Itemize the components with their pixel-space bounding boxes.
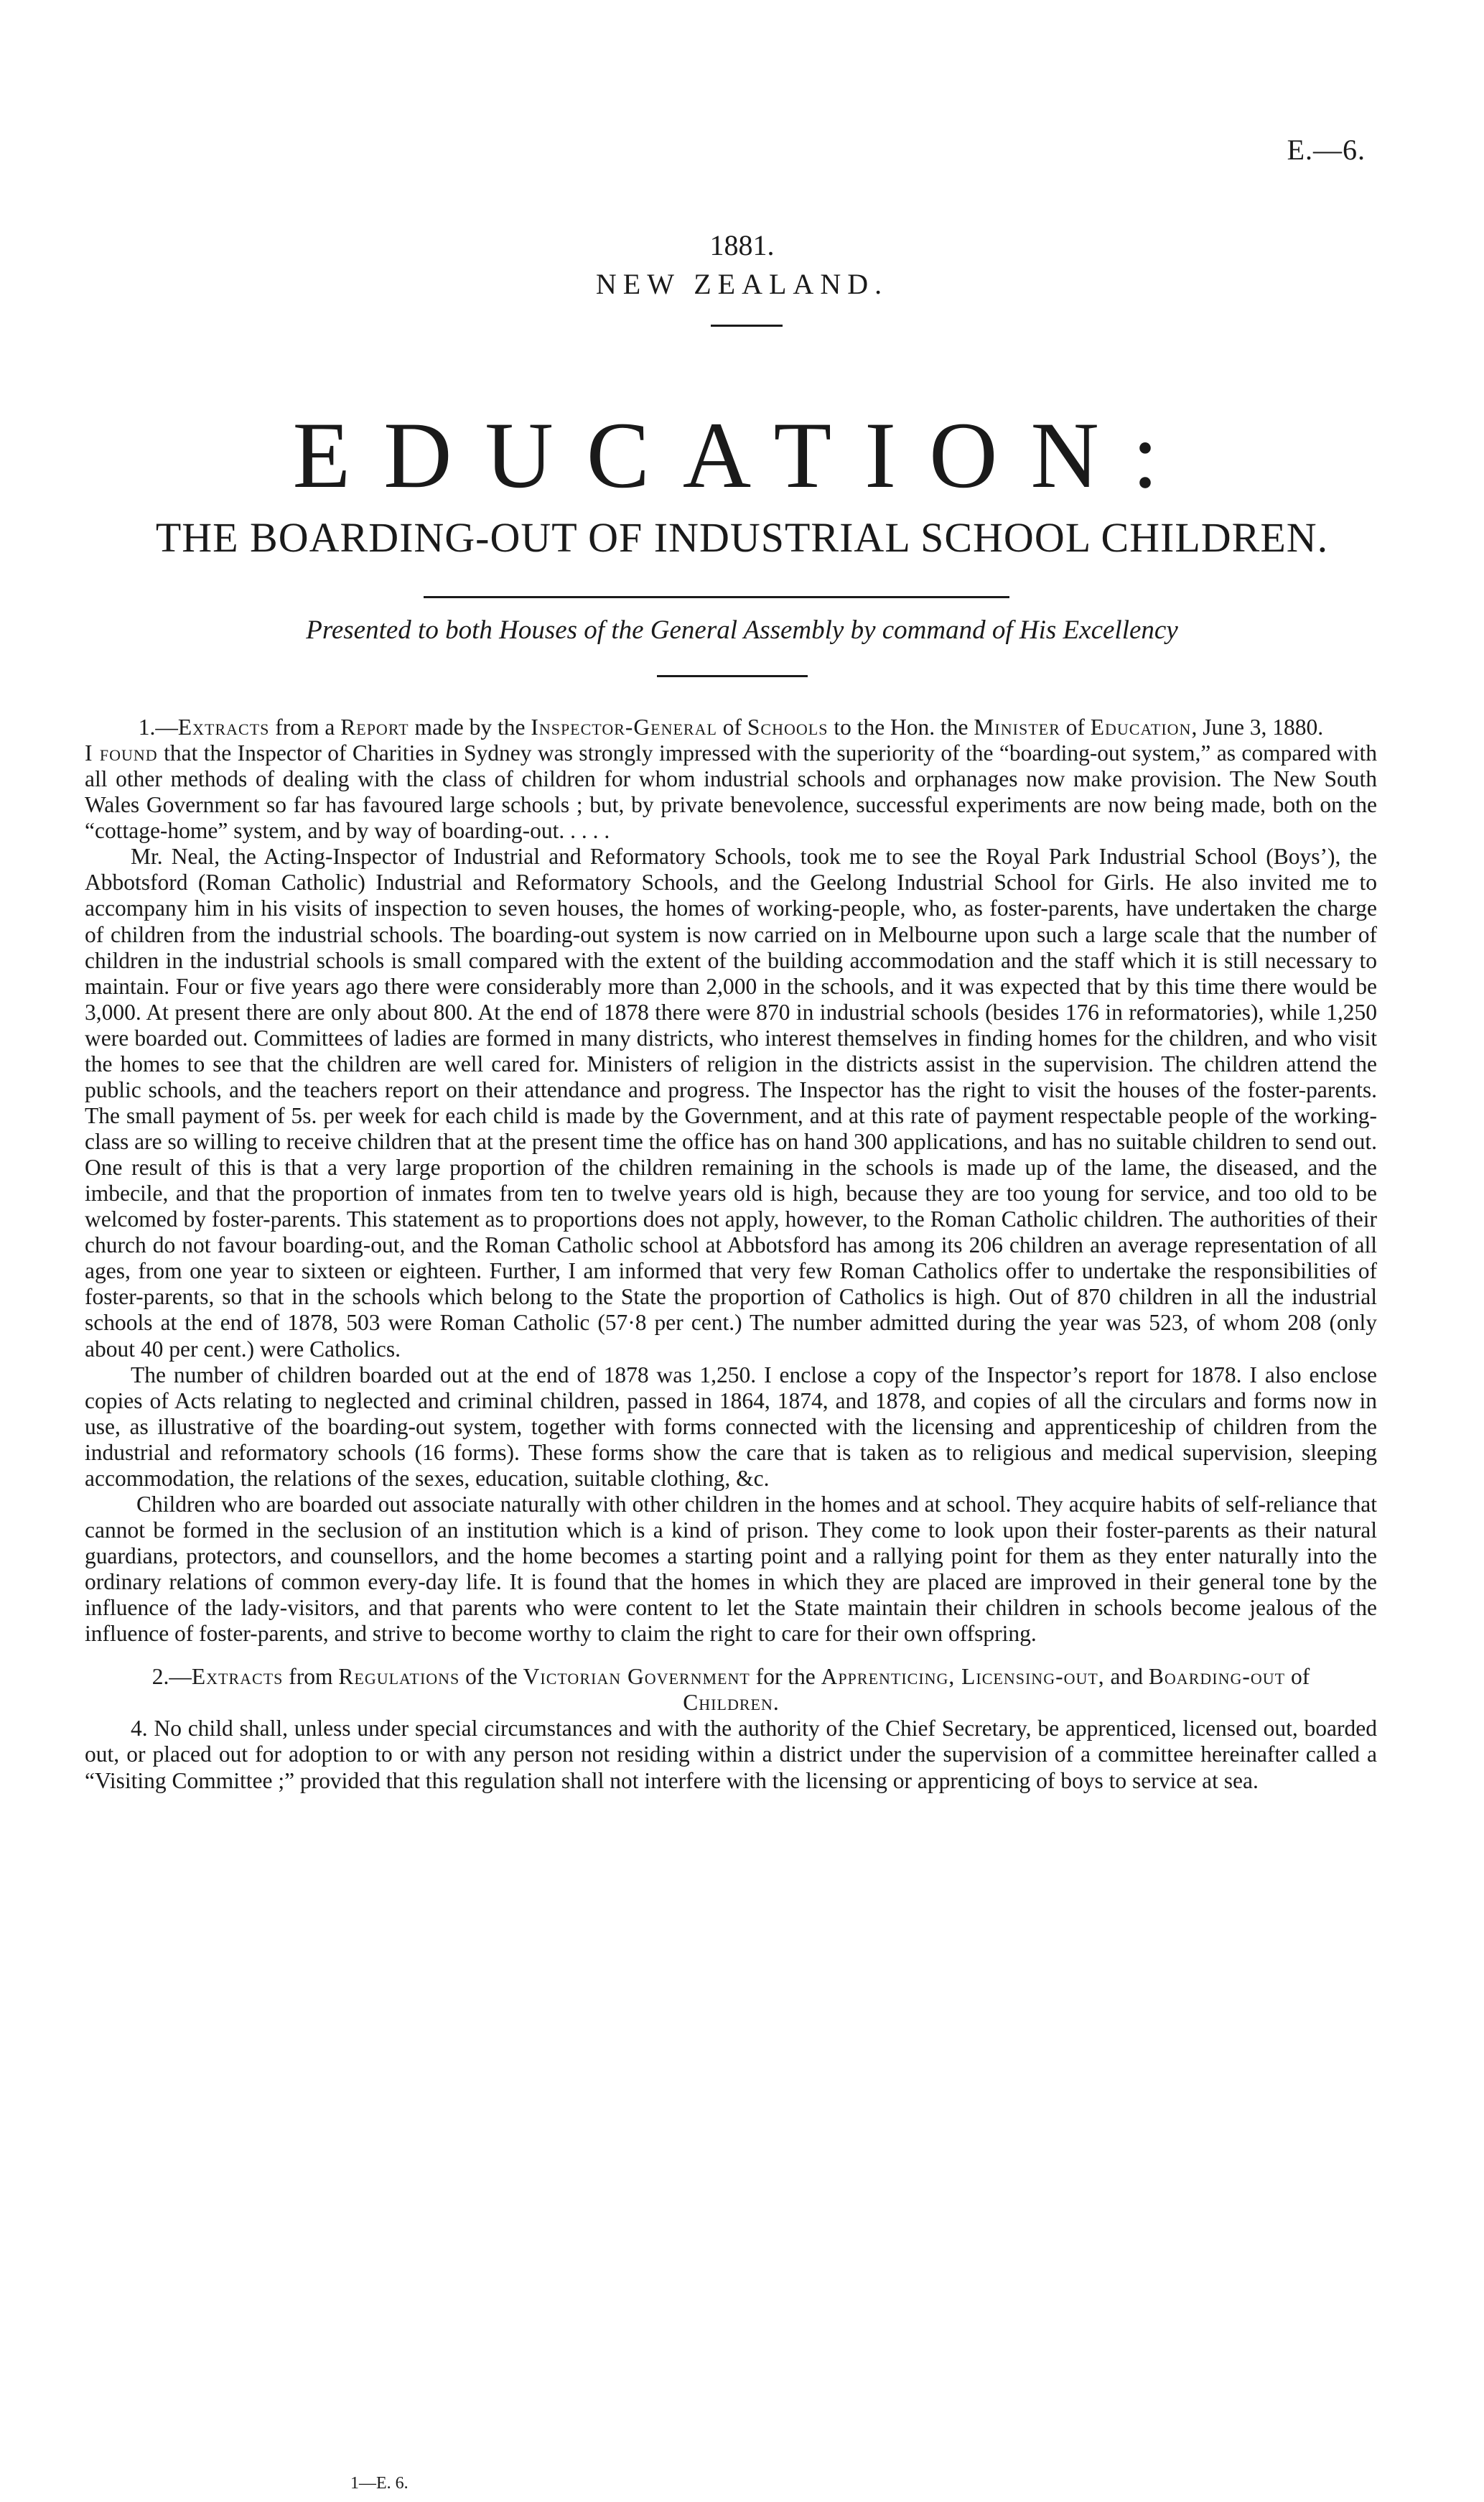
section-1-heading: 1.—Extracts from a Report made by the Inspector-General of Schools to the Hon. the Minister of Education, June 3, 1880. — [138, 715, 1324, 740]
signature-mark: 1—E. 6. — [350, 2474, 409, 2493]
year: 1881. — [709, 229, 775, 261]
document-subtitle: THE BOARDING-OUT OF INDUSTRIAL SCHOOL CHILDREN. — [155, 514, 1329, 561]
paragraph: Mr. Neal, the Acting-Inspector of Industrial and Reformatory Schools, took me to see the Royal Park Industrial School (Boys’), the Abbotsford (Roman Catholic) Industrial and Reformatory Schools, and the Geelong Industrial School for Girls. He also invited me to accompany him in his visits of inspection to seven houses, the homes of working-people, who, as foster-parents, have undertaken the charge of children from the industrial schools. The boarding-out system is now carried on in Melbourne upon such a large scale that the number of children in the industrial schools is small compared with the extent of the building accommodation and the staff which it is still necessary to maintain. Four or five years ago there were considerably more than 2,000 in the schools, and it was expected that by this time there would be 3,000. At present there are only about 800. At the end of 1878 there were 870 in industrial schools (besides 176 in reformatories), while 1,250 were boarded out. Committees of ladies are formed in many districts, who interest themselves in finding homes for the children, and who visit the homes to see that the children are well cared for. Ministers of religion in the districts assist in the supervision. The children attend the public schools, and the teachers report on their attendance and progress. The Inspector has the right to visit the houses of the foster-parents. The small payment of 5s. per week for each child is made by the Government, and at this rate of payment respectable people of the working-class are so willing to receive children that at the present time the office has on hand 300 applications, and has no suitable children to send out. One result of this is that a very large proportion of the children remaining in the schools is made up of the lame, the diseased, and the imbecile, and that the proportion of inmates from ten to twelve years old is high, because they are too young for service, and too old to be welcomed by foster-parents. This statement as to proportions does not apply, however, to the Roman Catholic children. The authorities of their church do not favour boarding-out, and the Roman Catholic school at Abbotsford has among its 206 children an average representation of all ages, from one year to sixteen or eighteen. Further, I am informed that very few Roman Catholics offer to undertake the responsibilities of foster-parents, so that in the schools which belong to the State the proportion of Catholics is high. Out of 870 children in all the industrial schools at the end of 1878, 503 were Roman Catholic (57·8 per cent.) The number admitted during the year was 523, of whom 208 (only about 40 per cent.) were Catholics. — [85, 844, 1377, 1362]
header-rule — [711, 325, 783, 327]
paper-reference: E.—6. — [1287, 134, 1366, 166]
paragraph: Children who are boarded out associate naturally with other children in the homes and at school. They acquire habits of self-reliance that cannot be formed in the seclusion of an institution which is a kind of prison. They come to look upon their foster-parents as their natural guardians, protectors, and counsellors, and the home becomes a starting point and a rallying point for them as they enter naturally into the ordinary relations of common every-day life. It is found that the homes in which they are placed are improved in their general tone by the influence of the lady-visitors, and that parents who were content to let the State maintain their children in schools become jealous of the influence of foster-parents, and strive to become worthy to claim the right to care for their own offspring. — [85, 1491, 1377, 1647]
country: NEW ZEALAND. — [595, 268, 889, 300]
document-title: EDUCATION: — [292, 402, 1192, 508]
paragraph: The number of children boarded out at the end of 1878 was 1,250. I enclose a copy of the Inspector’s report for 1878. I also enclose copies of Acts relating to neglected and criminal children, passed in 1864, 1874, and 1878, and copies of all the circulars and forms now in use, as illustrative of the boarding-out system, together with forms connected with the licensing and apprenticeship of children from the industrial and reformatory schools (16 forms). These forms show the care that is taken as to religious and medical supervision, sleeping accommodation, the relations of the sexes, education, suitable clothing, &c. — [85, 1362, 1377, 1491]
paragraph: I found that the Inspector of Charities in Sydney was strongly impressed with the superiority of the “boarding-out system,” as compared with all other methods of dealing with the class of children for whom industrial schools and orphanages now make provision. The New South Wales Government so far has favoured large schools ; but, by private benevolence, successful experiments are now being made, both on the “cottage-home” system, and by way of boarding-out. . . . . — [85, 740, 1378, 844]
section-2-heading: 2.—Extracts from Regulations of the Victorian Government for the Apprenticing, Licensing-out, and Boarding-out of Children. — [151, 1664, 1310, 1716]
paragraph: 4. No child shall, unless under special circumstances and with the authority of the Chief Secretary, be apprenticed, licensed out, boarded out, or placed out for adoption to or with any person not residing within a district under the supervision of a committee hereinafter called a “Visiting Committee ;” provided that this regulation shall not interfere with the licensing or apprenticing of boys to service at sea. — [85, 1716, 1377, 1793]
body-text — [85, 715, 1377, 1794]
presented-rule — [424, 596, 1009, 598]
section-rule — [657, 675, 808, 677]
presented-line: Presented to both Houses of the General Assembly by command of His Excellency — [306, 615, 1178, 645]
